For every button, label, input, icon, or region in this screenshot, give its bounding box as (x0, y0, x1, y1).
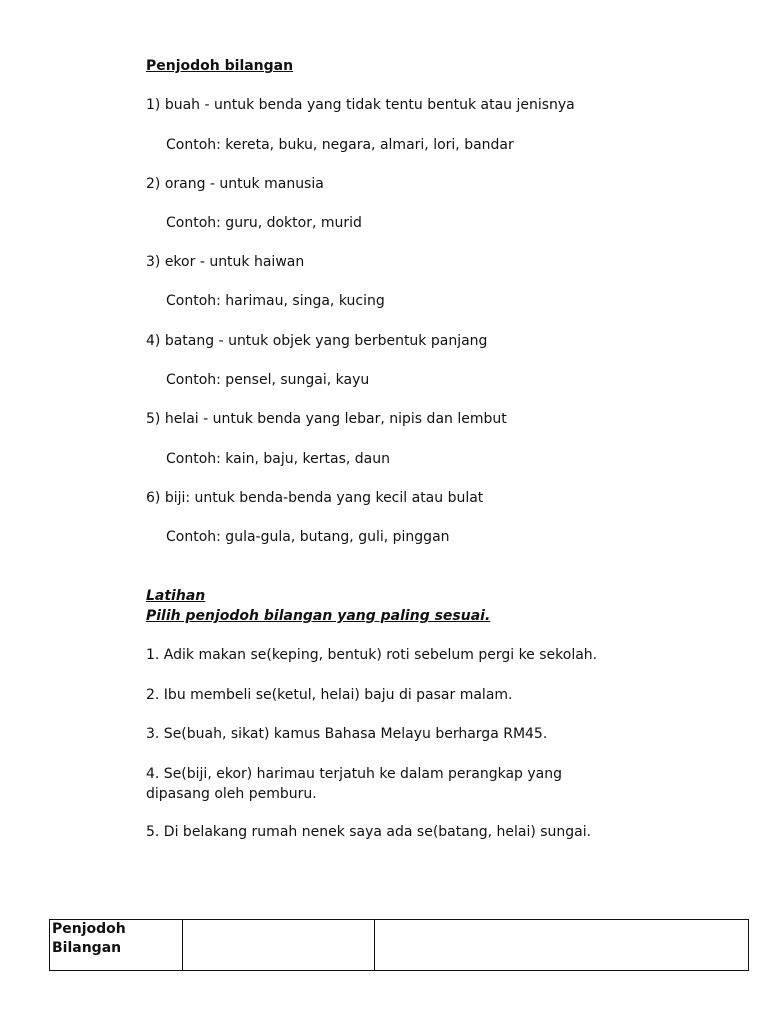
exercise-title: Latihan (146, 588, 206, 604)
rule-3: 3) ekor - untuk haiwan (146, 254, 305, 270)
rule-4: 4) batang - untuk objek yang berbentuk panjang (146, 333, 488, 349)
question-1: 1. Adik makan se(keping, bentuk) roti sebelum pergi ke sekolah. (146, 647, 598, 663)
example-2: Contoh: guru, doktor, murid (166, 215, 362, 231)
question-5: 5. Di belakang rumah nenek saya ada se(batang, helai) sungai. (146, 824, 592, 840)
rule-5: 5) helai - untuk benda yang lebar, nipis dan lembut (146, 411, 507, 427)
example-1: Contoh: kereta, buku, negara, almari, lori, bandar (166, 137, 514, 153)
rule-6: 6) biji: untuk benda-benda yang kecil atau bulat (146, 490, 484, 506)
page-title: Penjodoh bilangan (146, 58, 294, 74)
question-2: 2. Ibu membeli se(ketul, helai) baju di pasar malam. (146, 687, 513, 703)
example-4: Contoh: pensel, sungai, kayu (166, 372, 370, 388)
example-3: Contoh: harimau, singa, kucing (166, 293, 385, 309)
question-3: 3. Se(buah, sikat) kamus Bahasa Melayu berharga RM45. (146, 726, 548, 742)
answer-table (49, 919, 749, 971)
rule-1: 1) buah - untuk benda yang tidak tentu bentuk atau jenisnya (146, 97, 575, 113)
exercise-instruction: Pilih penjodoh bilangan yang paling sesuai. (146, 608, 491, 624)
rule-2: 2) orang - untuk manusia (146, 176, 324, 192)
table-row (50, 920, 749, 971)
example-6: Contoh: gula-gula, butang, guli, pinggan (166, 529, 450, 545)
example-5: Contoh: kain, baju, kertas, daun (166, 451, 390, 467)
table-answer-cell[interactable] (375, 920, 749, 971)
question-4: 4. Se(biji, ekor) harimau terjatuh ke dalam perangkap yang dipasang oleh pemburu. (146, 766, 563, 802)
table-header-cell: Penjodoh Bilangan (50, 920, 183, 971)
table-answer-cell[interactable] (183, 920, 375, 971)
